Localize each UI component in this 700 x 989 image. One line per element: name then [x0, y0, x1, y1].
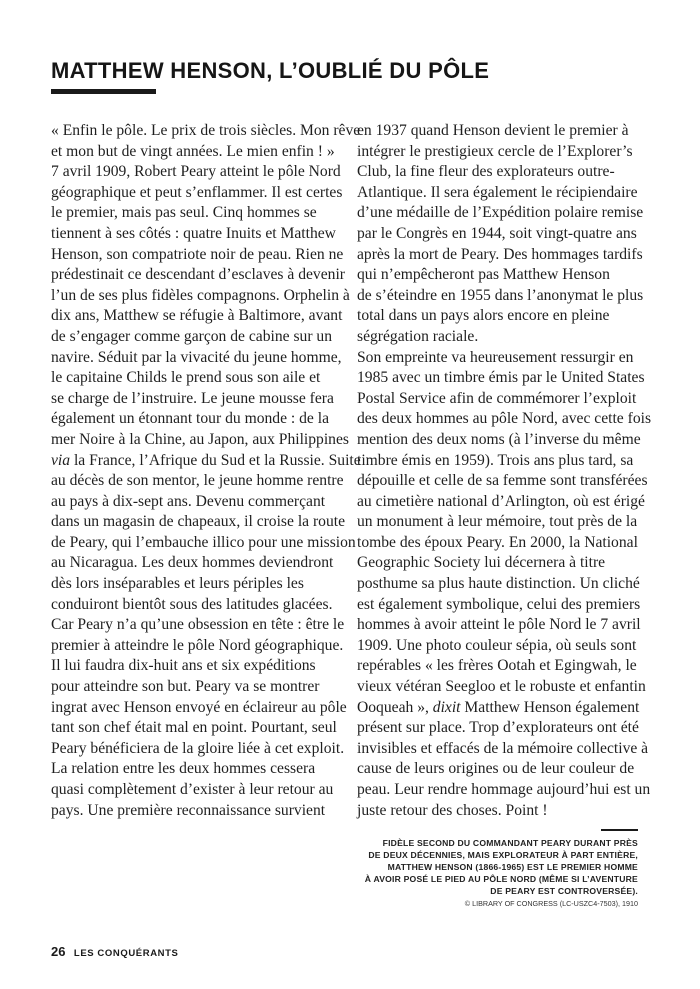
text-segment: premier à atteindre le pôle Nord géographique. — [51, 636, 344, 654]
italic-text: via — [51, 451, 71, 469]
text-line — [51, 430, 349, 451]
text-line — [357, 183, 657, 204]
text-line — [357, 533, 657, 554]
photo-caption — [365, 838, 638, 898]
text-segment: timbre émis en 1959). Trois ans plus tard, sa — [357, 451, 634, 469]
text-segment: qui n’empêcheront pas Matthew Henson — [357, 266, 610, 284]
caption-line: DE DEUX DÉCENNIES, MAIS EXPLORATEUR À PART ENTIÈRE, — [368, 849, 638, 860]
text-segment: navire. Séduit par la vivacité du jeune homme, — [51, 348, 342, 366]
text-line — [51, 368, 333, 389]
text-segment: tombe des époux Peary. En 2000, la National — [357, 533, 638, 551]
text-segment: des deux hommes au pôle Nord, avec cette fois — [357, 410, 652, 428]
text-segment: dix ans, Matthew se réfugie à Baltimore, avant — [51, 307, 343, 325]
text-line — [51, 636, 344, 657]
text-line — [357, 615, 657, 636]
text-segment: au pays à dix-sept ans. Devenu commerçant — [51, 492, 326, 510]
text-line — [357, 265, 657, 286]
text-line — [51, 574, 333, 595]
text-line — [357, 389, 657, 410]
text-line — [51, 698, 347, 719]
text-line — [357, 327, 657, 348]
text-segment: Son empreinte va heureusement ressurgir en — [357, 348, 634, 366]
text-segment: pays. Une première reconnaissance survient — [51, 801, 326, 819]
text-line — [51, 389, 333, 410]
text-line — [357, 553, 657, 574]
page-number: 26 — [51, 944, 66, 959]
text-line — [357, 698, 657, 719]
caption-line: MATTHEW HENSON (1866-1965) EST LE PREMIER HOMME — [387, 861, 638, 872]
text-line — [51, 121, 361, 142]
caption-line: FIDÈLE SECOND DU COMMANDANT PEARY DURANT PRÈS — [382, 838, 638, 848]
text-line — [51, 265, 345, 286]
text-line — [51, 224, 336, 245]
text-line — [357, 286, 657, 307]
text-line — [51, 595, 333, 616]
article-title: MATTHEW HENSON, L’OUBLIÉ DU PÔLE — [51, 58, 490, 83]
text-line — [51, 348, 342, 369]
text-segment: de s’engager comme garçon de cabine sur un — [51, 327, 332, 345]
text-line — [357, 224, 657, 245]
text-segment: cause de leurs origines ou de leur couleur de — [357, 760, 635, 778]
title-underline — [51, 89, 156, 94]
text-line — [357, 512, 657, 533]
text-segment: 7 avril 1909, Robert Peary atteint le pôle Nord — [51, 163, 341, 181]
text-segment: intégrer le prestigieux cercle de l’Explorer’s — [357, 142, 633, 160]
text-line — [357, 718, 657, 739]
text-segment: prédestinait ce descendant d’esclaves à devenir — [51, 266, 345, 284]
text-segment: mention des deux noms (à l’inverse du même — [357, 430, 641, 448]
text-segment: peau. Leur rendre hommage aujourd’hui est un — [357, 781, 651, 798]
text-segment: et mon but de vingt années. Le mien enfin ! » — [51, 142, 335, 160]
text-segment: conduiront bientôt sous des latitudes glacées. — [51, 595, 333, 613]
text-line — [51, 306, 343, 327]
text-line — [51, 739, 345, 760]
caption-line: DE PEARY EST CONTROVERSÉE). — [490, 885, 638, 896]
text-line — [51, 471, 344, 492]
text-segment: dès lors inséparables et leurs périples les — [51, 575, 304, 593]
text-segment: invisibles et effacés de la mémoire collective à — [357, 739, 649, 757]
text-line — [51, 533, 356, 554]
text-segment: Matthew Henson également — [460, 698, 640, 716]
text-segment: le premier, mais pas seul. Cinq hommes se — [51, 204, 317, 222]
text-segment: dans un magasin de chapeaux, il croise la route — [51, 513, 346, 531]
text-segment: après la mort de Peary. Des hommages tardifs — [357, 245, 643, 263]
text-segment: « Enfin le pôle. Le prix de trois siècles. Mon rêve — [51, 122, 361, 139]
text-line — [51, 203, 333, 224]
text-line — [357, 636, 657, 657]
text-segment: de Peary, qui l’embauche illico pour une mission — [51, 533, 356, 551]
text-segment: 1985 avec un timbre émis par le United States — [357, 369, 645, 387]
text-segment: ingrat avec Henson envoyé en éclaireur au pôle — [51, 698, 347, 716]
text-line — [357, 348, 657, 369]
text-line — [357, 430, 657, 451]
text-segment: total dans un pays alors encore en pleine — [357, 307, 610, 325]
text-line — [357, 739, 657, 760]
text-segment: au cimetière national d’Arlington, où est érigé — [357, 492, 645, 510]
text-segment: posthume sa plus haute distinction. Un cliché — [357, 575, 640, 593]
text-segment: repérables « les frères Ootah et Egingwah, le — [357, 657, 637, 675]
text-segment: Atlantique. Il sera également le récipiendaire — [357, 183, 638, 201]
text-line — [51, 553, 333, 574]
body-column-left — [51, 121, 361, 821]
text-segment: l’un de ses plus fidèles compagnons. Orphelin à — [51, 286, 350, 304]
text-line — [51, 451, 361, 472]
text-line — [51, 162, 341, 183]
text-line — [357, 121, 657, 142]
text-segment: Club, la fine fleur des explorateurs outre- — [357, 163, 615, 181]
text-line — [357, 306, 657, 327]
text-line — [357, 245, 657, 266]
text-segment: Postal Service afin de commémorer l’exploit — [357, 389, 637, 407]
text-line — [51, 677, 333, 698]
caption-line: À AVOIR POSÉ LE PIED AU PÔLE NORD (MÊME SI L’AVENTURE — [364, 873, 638, 884]
text-line — [51, 718, 337, 739]
text-segment: quasi complètement d’exister à leur retour au — [51, 781, 334, 798]
text-segment: La relation entre les deux hommes cessera — [51, 760, 316, 778]
text-line — [51, 780, 333, 801]
text-line — [357, 142, 657, 163]
text-line — [357, 471, 657, 492]
text-line — [357, 574, 657, 595]
text-segment: vieux vétéran Seegloo et le robuste et enfantin — [357, 678, 646, 696]
text-segment: le capitaine Childs le prend sous son aile et — [51, 369, 321, 387]
text-line — [357, 492, 657, 513]
text-segment: tant son chef était mal en point. Pourtant, seul — [51, 719, 337, 737]
text-line — [51, 656, 333, 677]
text-line — [357, 368, 657, 389]
text-line — [51, 512, 346, 533]
text-segment: d’une médaille de l’Expédition polaire remise — [357, 204, 644, 222]
text-line — [357, 162, 657, 183]
text-line — [51, 183, 343, 204]
text-line — [51, 245, 344, 266]
text-segment: en 1937 quand Henson devient le premier à — [357, 122, 629, 139]
text-segment: pour atteindre son but. Peary va se montrer — [51, 678, 320, 696]
text-line — [51, 142, 333, 163]
text-segment: Peary bénéficiera de la gloire liée à cet exploit. — [51, 739, 345, 757]
text-line — [51, 615, 345, 636]
text-segment: Car Peary n’a qu’une obsession en tête : être le — [51, 616, 345, 634]
section-name: LES CONQUÉRANTS — [73, 948, 179, 959]
text-segment: Geographic Society lui décernera à titre — [357, 554, 606, 572]
text-segment: par le Congrès en 1944, soit vingt-quatre ans — [357, 224, 637, 242]
photo-credit: © LIBRARY OF CONGRESS (LC-USZC4-7503), 1910 — [464, 899, 638, 908]
text-segment: 1909. Une photo couleur sépia, où seuls sont — [357, 636, 637, 654]
text-segment: au Nicaragua. Les deux hommes deviendront — [51, 554, 334, 572]
text-segment: mer Noire à la Chine, au Japon, aux Philippines — [51, 430, 349, 448]
text-segment: se charge de l’instruire. Le jeune mousse fera — [51, 389, 334, 407]
text-line — [51, 759, 333, 780]
italic-text: dixit — [432, 698, 461, 716]
text-segment: géographique et peut s’enflammer. Il est certes — [51, 183, 343, 201]
text-line — [51, 286, 350, 307]
text-line — [357, 759, 657, 780]
caption-rule — [601, 829, 638, 831]
text-segment: ségrégation raciale. — [357, 327, 479, 345]
text-line — [357, 801, 657, 822]
text-line — [357, 203, 657, 224]
text-line — [357, 595, 657, 616]
page-footer — [51, 943, 178, 961]
text-segment: Il lui faudra dix-huit ans et six expéditions — [51, 657, 316, 675]
body-column-right — [357, 121, 657, 821]
text-line — [51, 409, 333, 430]
text-segment: la France, l’Afrique du Sud et la Russie. Suite — [70, 451, 361, 469]
text-segment: dépouille et celle de sa femme sont transférées — [357, 472, 648, 490]
text-segment: également un étonnant tour du monde : de la — [51, 410, 330, 428]
text-segment: est également symbolique, celui des premiers — [357, 595, 641, 613]
text-line — [357, 409, 657, 430]
text-segment: au décès de son mentor, le jeune homme rentre — [51, 472, 344, 490]
text-segment: tiennent à ses côtés : quatre Inuits et Matthew — [51, 224, 336, 242]
text-line — [51, 327, 333, 348]
text-segment: hommes à avoir atteint le pôle Nord le 7 avril — [357, 616, 641, 634]
text-segment: Ooqueah », — [357, 698, 433, 716]
text-segment: juste retour des choses. Point ! — [357, 801, 548, 819]
text-line — [51, 492, 333, 513]
text-line — [357, 780, 657, 801]
text-segment: de s’éteindre en 1955 dans l’anonymat le plus — [357, 286, 644, 304]
text-line — [357, 656, 657, 677]
text-segment: Henson, son compatriote noir de peau. Rien ne — [51, 245, 344, 263]
text-line — [51, 801, 333, 822]
text-line — [357, 677, 657, 698]
text-line — [357, 451, 657, 472]
text-segment: présent sur place. Trop d’explorateurs ont été — [357, 719, 639, 737]
text-segment: un monument à leur mémoire, tout près de la — [357, 513, 638, 531]
